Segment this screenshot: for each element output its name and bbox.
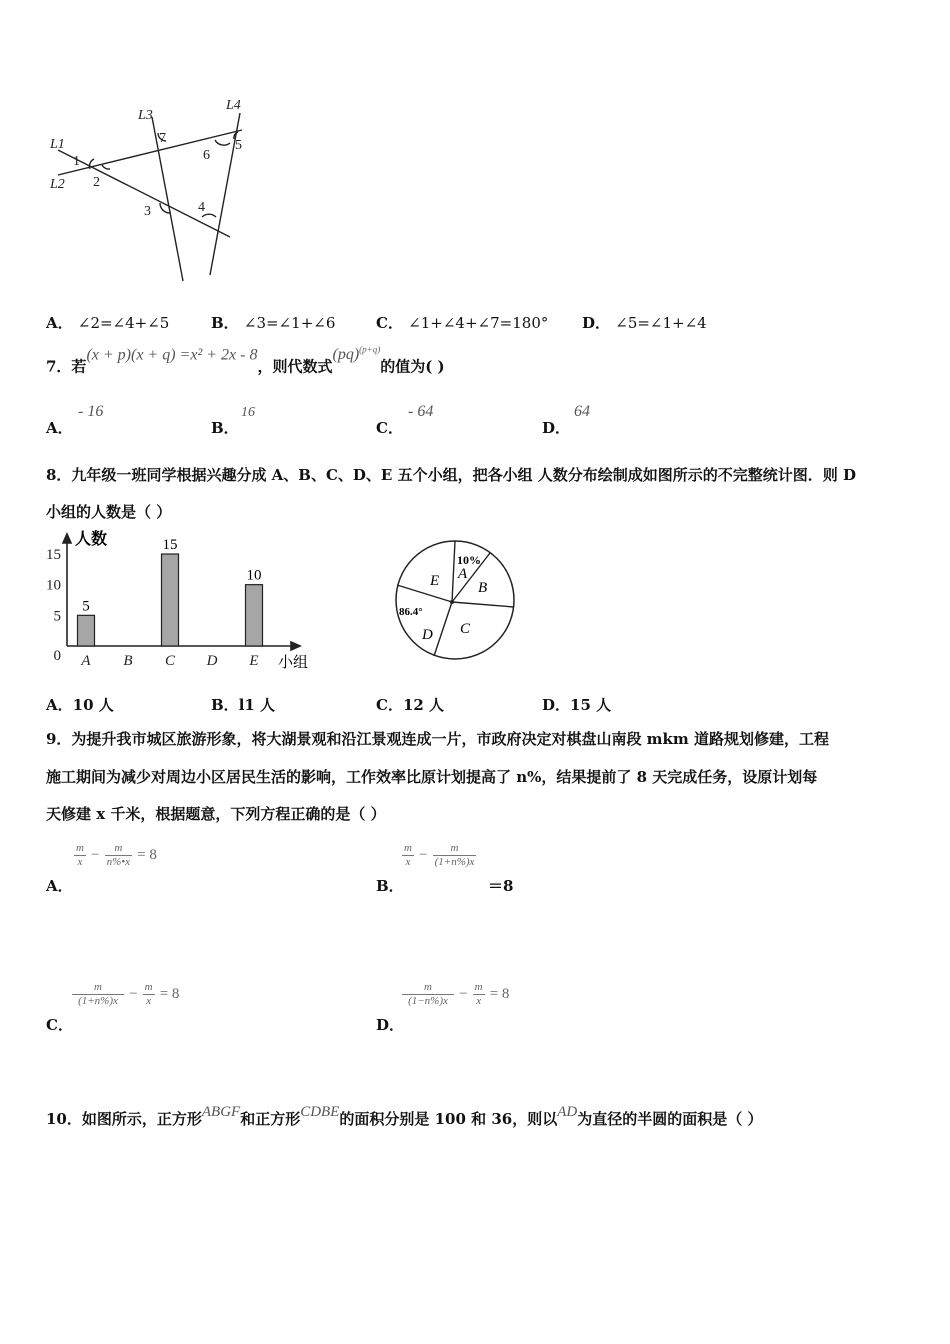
angle-label-6: 6 bbox=[203, 148, 210, 163]
q9-option-a-formula: $\frac{m}{x}$ − $\frac{m}{n\%•x}$ = 8 bbox=[76, 842, 157, 868]
angle-label-5: 5 bbox=[235, 138, 242, 153]
label-l3: L3 bbox=[138, 108, 153, 123]
q7-expression: (pq)$^{(p+q)}$ bbox=[332, 345, 381, 364]
x-category-label: B bbox=[123, 653, 133, 669]
x-category-label: D bbox=[206, 653, 218, 669]
q10-segment: AD bbox=[557, 1104, 578, 1120]
pie-divider-b-c bbox=[452, 602, 514, 607]
q7-option-d-value: 64 bbox=[574, 403, 590, 420]
y-tick-label: 10 bbox=[46, 577, 61, 594]
q9-stem-line2: 施工期间为减少对周边小区居民生活的影响，工作效率比原计划提高了 n%，结果提前了 8 天完成任务，设原计划每 bbox=[46, 768, 818, 786]
q9-option-b[interactable]: B． bbox=[376, 877, 404, 895]
angle-label-7: 7 bbox=[159, 131, 166, 146]
q8-option-c[interactable]: C．12 人 bbox=[376, 696, 445, 714]
pie-label-d: D bbox=[422, 627, 433, 643]
label-l1: L1 bbox=[50, 137, 65, 152]
pie-divider-c-d bbox=[434, 602, 452, 656]
q10-square-2: CDBE bbox=[300, 1104, 340, 1120]
label-l2: L2 bbox=[50, 177, 65, 192]
pie-label-e: E bbox=[430, 573, 440, 589]
line-l2 bbox=[58, 150, 230, 237]
bar-chart bbox=[40, 528, 320, 673]
pie-label-b: B bbox=[478, 580, 488, 596]
q9-option-b-equals: ＝8 bbox=[488, 877, 514, 895]
y-axis-arrow bbox=[63, 534, 71, 543]
x-category-label: E bbox=[249, 653, 259, 669]
x-category-label: C bbox=[164, 653, 176, 669]
pie-annotation-a-percent: 10% bbox=[457, 553, 481, 567]
label-l4: L4 bbox=[226, 98, 241, 113]
q7-equation: (x + p)(x + q) =x² + 2x - 8 bbox=[86, 346, 258, 364]
q10-stem: 10．如图所示，正方形ABGF和正方形CDBE的面积分别是 100 和 36，则以AD为直径的半圆的面积是（ ） bbox=[46, 1104, 763, 1128]
pie-annotation-d-degree: 86.4° bbox=[399, 606, 423, 618]
q9-option-a[interactable]: A． bbox=[46, 877, 73, 895]
q7-option-b[interactable]: B． bbox=[211, 419, 239, 437]
pie-chart bbox=[390, 535, 520, 665]
x-category-label: A bbox=[81, 653, 91, 669]
y-tick-label: 5 bbox=[53, 608, 61, 625]
lines-angle-figure bbox=[40, 95, 250, 285]
q7-option-c-value: - 64 bbox=[408, 403, 434, 420]
q8-option-a[interactable]: A．10 人 bbox=[46, 696, 114, 714]
q9-stem-line3: 天修建 x 千米，根据题意，下列方程正确的是（ ） bbox=[46, 805, 386, 823]
pie-label-c: C bbox=[460, 621, 471, 637]
q10-square-1: ABGF bbox=[201, 1104, 241, 1120]
pie-outline bbox=[396, 541, 514, 659]
angle-arc bbox=[215, 140, 230, 145]
q8-option-b[interactable]: B．l1 人 bbox=[211, 696, 276, 714]
bar-data-label: 10 bbox=[246, 567, 262, 584]
pie-label-a: A bbox=[458, 566, 468, 582]
q6-option-d[interactable]: D． ∠5=∠1+∠4 bbox=[582, 314, 707, 332]
pie-divider-d-e bbox=[397, 585, 452, 602]
line-l3 bbox=[152, 117, 183, 281]
y-tick-label: 0 bbox=[53, 648, 61, 664]
q6-option-b[interactable]: B． ∠3=∠1+∠6 bbox=[211, 314, 336, 332]
q9-option-d[interactable]: D． bbox=[376, 1016, 405, 1034]
angle-label-1: 1 bbox=[73, 154, 80, 169]
q9-option-d-formula: $\frac{m}{(1-n\%)x}$ − $\frac{m}{x}$ = 8 bbox=[402, 981, 509, 1008]
bar-data-label: 5 bbox=[82, 598, 90, 615]
q8-stem-line2: 小组的人数是（ ） bbox=[46, 503, 172, 521]
q6-option-c[interactable]: C． ∠1+∠4+∠7=180° bbox=[376, 314, 549, 332]
y-axis-title: 人数 bbox=[75, 531, 108, 548]
q7-option-d[interactable]: D． bbox=[542, 419, 571, 437]
angle-label-4: 4 bbox=[198, 200, 205, 215]
q7-option-c[interactable]: C． bbox=[376, 419, 403, 437]
q8-stem-line1: 8．九年级一班同学根据兴趣分成 A、B、C、D、E 五个小组，把各小组 人数分布绘制成如图所示的不完整统计图．则 D bbox=[46, 466, 857, 484]
x-axis-arrow bbox=[291, 642, 300, 650]
q9-option-c[interactable]: C． bbox=[46, 1016, 73, 1034]
bar-A bbox=[78, 615, 95, 646]
q7-option-b-value: 16 bbox=[241, 405, 255, 420]
q9-option-b-formula: $\frac{m}{x}$ − $\frac{m}{(1+n\%)x}$ bbox=[404, 842, 475, 868]
q6-option-a[interactable]: A． ∠2=∠4+∠5 bbox=[46, 314, 170, 332]
angle-label-3: 3 bbox=[144, 204, 151, 219]
q8-option-d[interactable]: D．15 人 bbox=[542, 696, 612, 714]
bar-C bbox=[162, 554, 179, 646]
bar-data-label: 15 bbox=[162, 537, 178, 553]
q7-option-a[interactable]: A． bbox=[46, 419, 73, 437]
bar-E bbox=[246, 585, 263, 646]
q9-option-c-formula: $\frac{m}{(1+n\%)x}$ − $\frac{m}{x}$ = 8 bbox=[72, 981, 179, 1008]
q7-stem: 7．若(x + p)(x + q) =x² + 2x - 8，则代数式(pq)$^{(p+q)}$的值为( ) bbox=[46, 345, 445, 376]
q7-option-a-value: - 16 bbox=[78, 403, 104, 420]
line-l1 bbox=[58, 130, 242, 175]
x-axis-title: 小组 bbox=[278, 655, 309, 671]
q9-stem-line1: 9．为提升我市城区旅游形象，将大湖景观和沿江景观连成一片，市政府决定对棋盘山南段 mkm 道路规划修建，工程 bbox=[46, 730, 830, 748]
angle-arc bbox=[102, 165, 110, 169]
y-tick-label: 15 bbox=[46, 547, 61, 563]
angle-label-2: 2 bbox=[93, 175, 100, 190]
pie-divider-e-a bbox=[452, 541, 455, 602]
